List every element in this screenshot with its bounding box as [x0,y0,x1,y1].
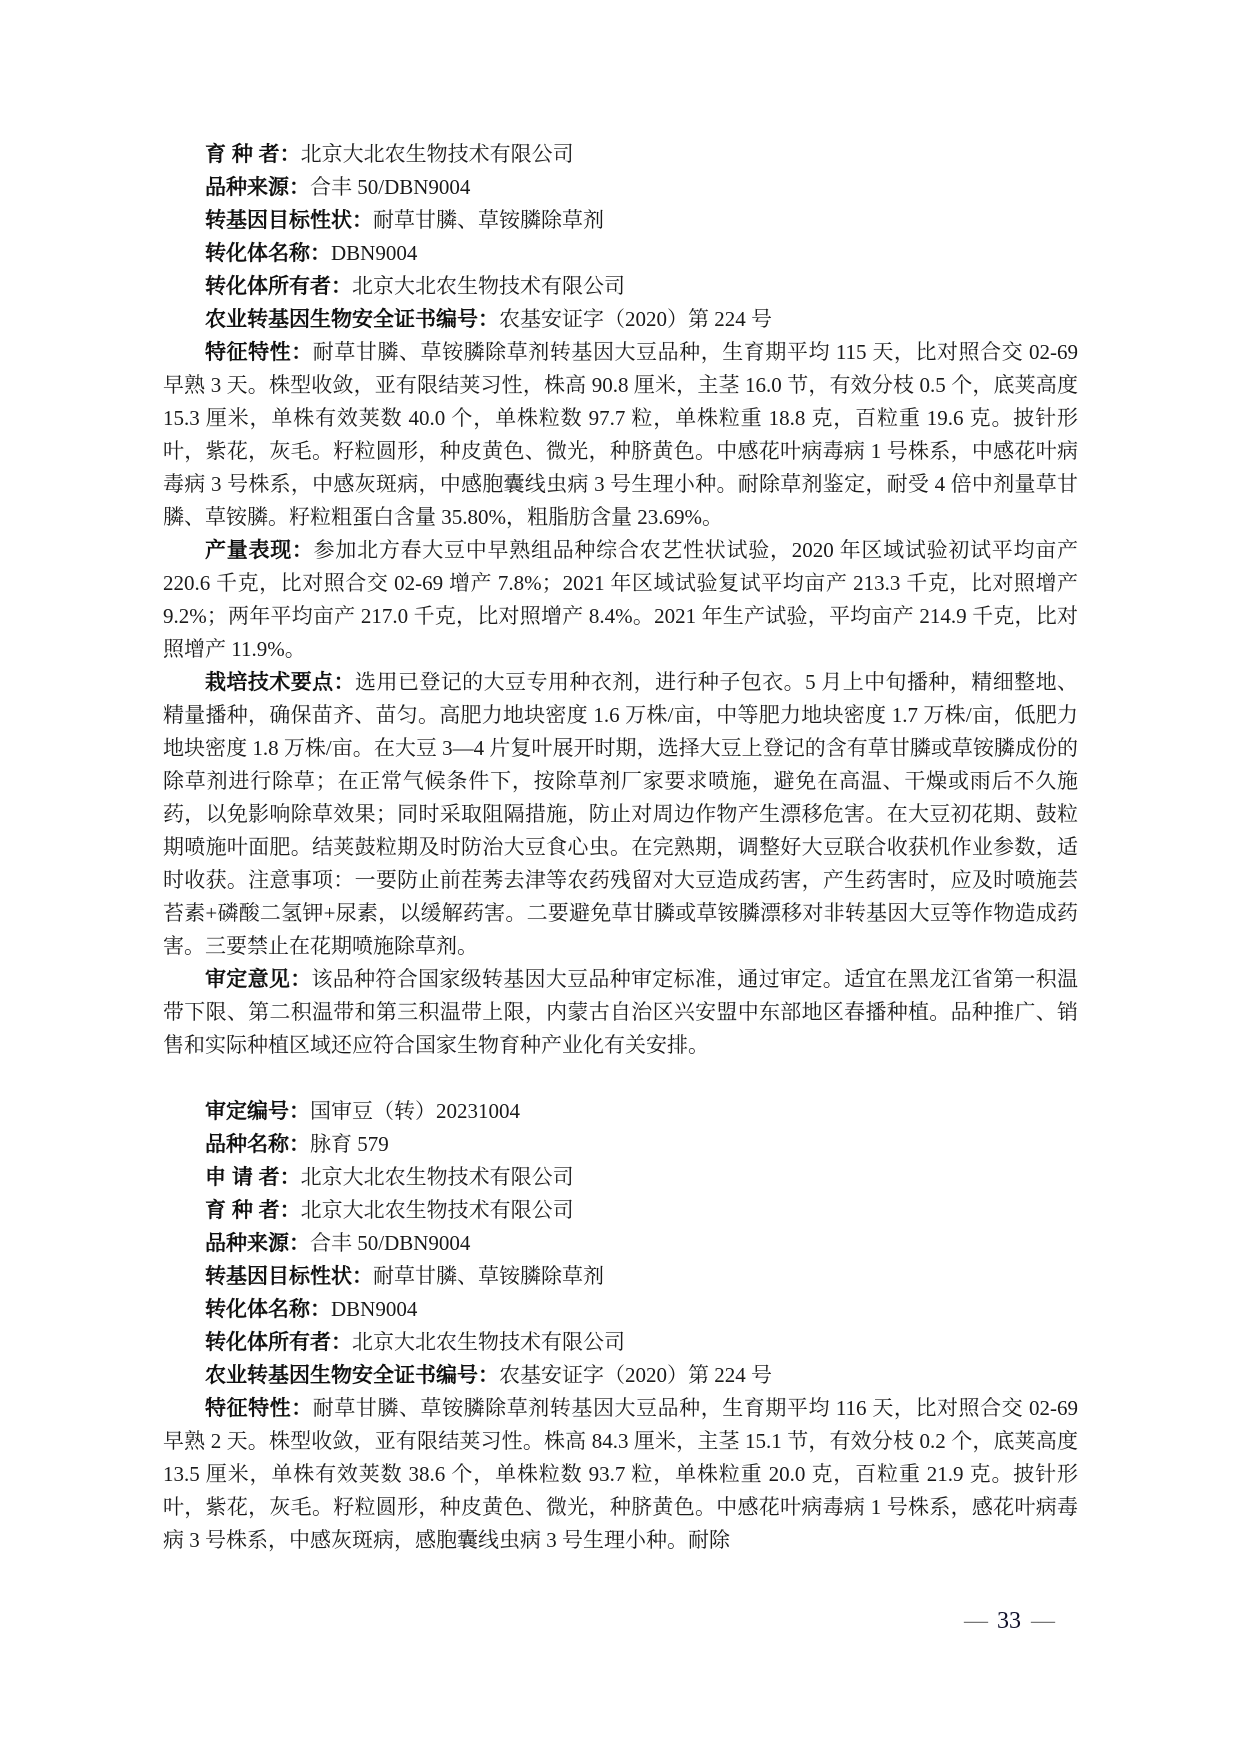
paragraph-label: 栽培技术要点： [205,671,356,694]
field-value: 北京大北农生物技术有限公司 [352,1330,625,1354]
field-event-name [163,237,1078,270]
paragraph-text: 耐草甘膦、草铵膦除草剂转基因大豆品种，生育期平均 115 天，比对照合交 02-69 早熟 3 天。株型收敛，亚有限结荚习性，株高 90.8 厘米，主茎 16.0 节，有效分枝 0.5 个，底荚高度 15.3 厘米，单株有效荚数 40.0 个，单株粒数 97.7 粒，单株粒重 18.8 克，百粒重 19.6 克。披针形叶，紫花，灰毛。籽粒圆形，种皮黄色、微光，种脐黄色。中感花叶病毒病 1 号株系，中感花叶病毒病 3 号株系，中感灰斑病，中感胞囊线虫病 3 号生理小种。耐除草剂鉴定，耐受 4 倍中剂量草甘膦、草铵膦。籽粒粗蛋白含量 35.80%，粗脂肪含量 23.69%。 [163,340,1078,529]
field-label: 品种名称： [205,1133,310,1156]
variety-entry-1 [163,138,1078,1062]
paragraph-label: 产量表现： [205,539,314,562]
paragraph-text: 耐草甘膦、草铵膦除草剂转基因大豆品种，生育期平均 116 天，比对照合交 02-69 早熟 2 天。株型收敛，亚有限结荚习性。株高 84.3 厘米，主茎 15.1 节，有效分枝 0.2 个，底荚高度 13.5 厘米，单株有效荚数 38.6 个，单株粒数 93.7 粒，单株粒重 20.0 克，百粒重 21.9 克。披针形叶，紫花，灰毛。籽粒圆形，种皮黄色、微光，种脐黄色。中感花叶病毒病 1 号株系，感花叶病毒病 3 号株系，中感灰斑病，感胞囊线虫病 3 号生理小种。耐除 [163,1396,1078,1552]
page-footer [964,1606,1054,1636]
field-event-name [163,1293,1078,1326]
field-label: 育 种 者： [205,1199,301,1222]
field-value: 农基安证字（2020）第 224 号 [499,1363,772,1387]
field-label: 转化体名称： [205,242,331,265]
field-variety-name [163,1128,1078,1161]
field-label: 审定编号： [205,1100,310,1123]
page-content [163,138,1078,1557]
paragraph-approval-opinion [163,963,1078,1062]
field-value: 北京大北农生物技术有限公司 [300,1198,574,1222]
paragraph-yield [163,534,1078,666]
field-applicant [163,1161,1078,1194]
page-number: 33 [997,1608,1021,1634]
paragraph-cultivation [163,666,1078,963]
paragraph-label: 审定意见： [205,968,312,991]
field-value: 耐草甘膦、草铵膦除草剂 [373,208,604,232]
field-gm-target-trait [163,1260,1078,1293]
field-gm-target-trait [163,204,1078,237]
field-event-owner [163,270,1078,303]
field-value: DBN9004 [331,1297,418,1321]
paragraph-text: 该品种符合国家级转基因大豆品种审定标准，通过审定。适宜在黑龙江省第一积温带下限、第二积温带和第三积温带上限，内蒙古自治区兴安盟中东部地区春播种植。品种推广、销售和实际种植区域还应符合国家生物育种产业化有关安排。 [163,967,1078,1057]
paragraph-text: 参加北方春大豆中早熟组品种综合农艺性状试验，2020 年区域试验初试平均亩产 220.6 千克，比对照合交 02-69 增产 7.8%；2021 年区域试验复试平均亩产 213.3 千克，比对照增产 9.2%；两年平均亩产 217.0 千克，比对照增产 8.4%。2021 年生产试验，平均亩产 214.9 千克，比对照增产 11.9%。 [163,538,1079,661]
variety-entry-2 [163,1095,1078,1557]
field-variety-source [163,1227,1078,1260]
field-event-owner [163,1326,1078,1359]
field-breeder [163,138,1078,171]
field-value: 北京大北农生物技术有限公司 [352,274,625,298]
paragraph-label: 特征特性： [205,1397,313,1420]
field-value: 农基安证字（2020）第 224 号 [499,307,772,331]
field-value: 北京大北农生物技术有限公司 [300,1165,574,1189]
field-label: 申 请 者： [205,1166,301,1189]
field-value: DBN9004 [331,241,418,265]
field-label: 农业转基因生物安全证书编号： [205,1364,499,1387]
paragraph-characteristics [163,336,1078,534]
field-value: 合丰 50/DBN9004 [310,1231,471,1255]
field-label: 转基因目标性状： [205,209,373,232]
field-value: 脉育 579 [310,1132,389,1156]
field-label: 育 种 者： [205,143,301,166]
field-label: 品种来源： [205,1232,310,1255]
field-approval-no [163,1095,1078,1128]
field-label: 转基因目标性状： [205,1265,373,1288]
field-label: 品种来源： [205,176,310,199]
footer-dash-right-icon: — [1031,1608,1054,1634]
field-value: 耐草甘膦、草铵膦除草剂 [373,1264,604,1288]
paragraph-characteristics [163,1392,1078,1557]
field-safety-certificate-no [163,303,1078,336]
field-safety-certificate-no [163,1359,1078,1392]
field-breeder [163,1194,1078,1227]
field-variety-source [163,171,1078,204]
field-value: 国审豆（转）20231004 [310,1099,520,1123]
paragraph-label: 特征特性： [205,341,313,364]
field-label: 转化体所有者： [205,1331,352,1354]
field-value: 北京大北农生物技术有限公司 [300,142,574,166]
field-value: 合丰 50/DBN9004 [310,175,471,199]
field-label: 转化体名称： [205,1298,331,1321]
field-label: 农业转基因生物安全证书编号： [205,308,499,331]
paragraph-text: 选用已登记的大豆专用种衣剂，进行种子包衣。5 月上中旬播种，精细整地、精量播种，确保苗齐、苗匀。高肥力地块密度 1.6 万株/亩，中等肥力地块密度 1.7 万株/亩，低肥力地块密度 1.8 万株/亩。在大豆 3—4 片复叶展开时期，选择大豆上登记的含有草甘膦或草铵膦成份的除草剂进行除草；在正常气候条件下，按除草剂厂家要求喷施，避免在高温、干燥或雨后不久施药，以免影响除草效果；同时采取阻隔措施，防止对周边作物产生漂移危害。在大豆初花期、鼓粒期喷施叶面肥。结荚鼓粒期及时防治大豆食心虫。在完熟期，调整好大豆联合收获机作业参数，适时收获。注意事项：一要防止前茬莠去津等农药残留对大豆造成药害，产生药害时，应及时喷施芸苔素+磷酸二氢钾+尿素，以缓解药害。二要避免草甘膦或草铵膦漂移对非转基因大豆等作物造成药害。三要禁止在花期喷施除草剂。 [163,670,1079,958]
footer-dash-left-icon: — [964,1608,987,1634]
field-label: 转化体所有者： [205,275,352,298]
